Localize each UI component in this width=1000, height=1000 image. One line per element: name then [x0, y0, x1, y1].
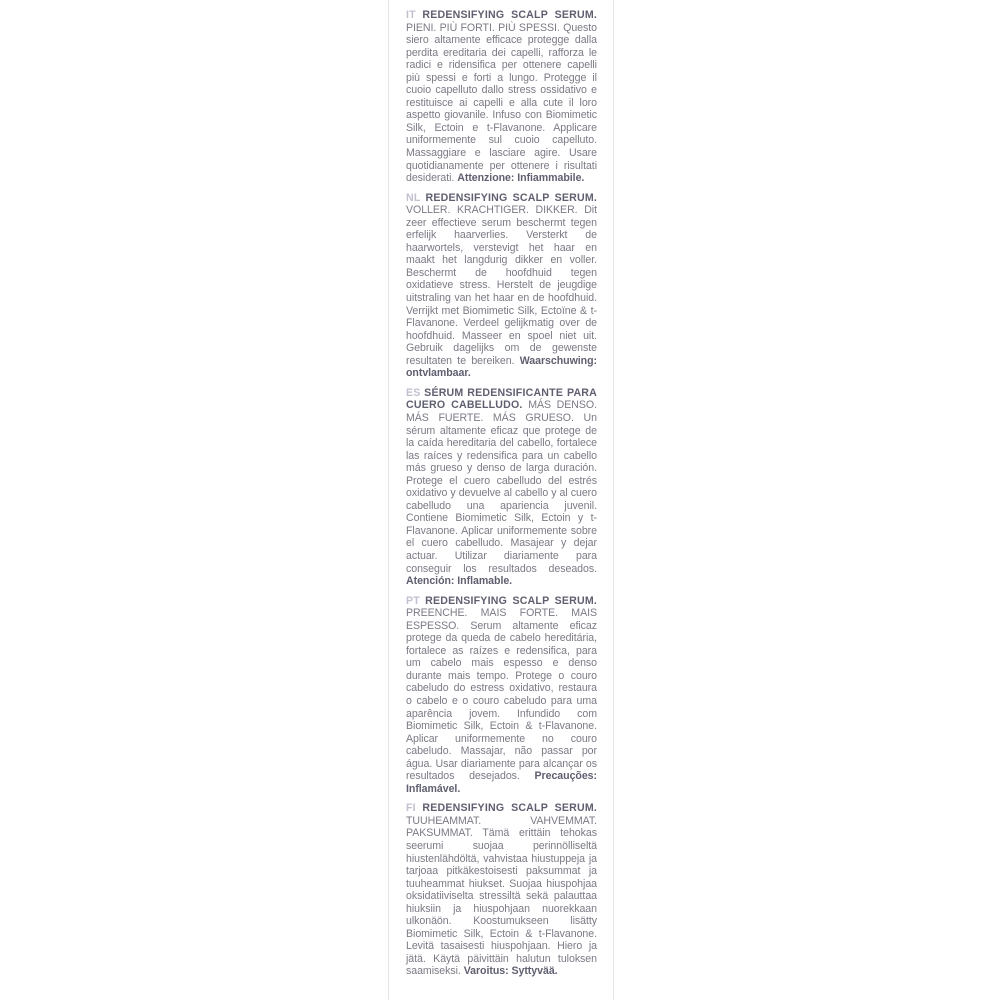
section-es: [406, 387, 597, 588]
warning-text: Waarschuwing: ontvlambaar.: [406, 354, 597, 380]
language-code: FI: [406, 802, 416, 815]
section-body: TUUHEAMMAT. VAHVEMMAT. PAKSUMMAT. Tämä erittäin tehokas seerumi suojaa perinnölliseltä hiustenlähdöltä, vahvistaa hiustuppeja ja tarjoaa pitkäkestoisesti paksummat ja tuuheammat hiukset. Suojaa hiuspohjaa oksidatiiviselta stressiltä sekä palauttaa hiuksiin ja hiuspohjaan nuorekkaan ulkonäön. Koostumukseen lisätty Biomimetic Silk, Ectoin & t-Flavanone. Levitä tasaisesti hiuspohjaan. Hiero ja jätä. Käytä päivittäin halutun tuloksen saamiseksi.: [406, 814, 597, 978]
product-headline: REDENSIFYING SCALP SERUM.: [422, 9, 597, 21]
language-code: IT: [406, 9, 416, 21]
section-body: VOLLER. KRACHTIGER. DIKKER. Dit zeer effectieve serum beschermt tegen erfelijk haarverlies. Versterkt de haarwortels, verstevigt het haar en maakt het langdurig dikker en voller. Beschermt de hoofdhuid tegen oxidatieve stress. Herstelt de jeugdige uitstraling van het haar en de hoofdhuid. Verrijkt met Biomimetic Silk, Ectoïne & t-Flavanone. Verdeel gelijkmatig over de hoofdhuid. Masseer en spoel niet uit. Gebruik dagelijks om de gewenste resultaten te bereiken.: [406, 204, 597, 367]
language-code: NL: [406, 191, 421, 204]
section-pt: [406, 595, 597, 796]
section-nl: [406, 192, 597, 380]
product-headline: REDENSIFYING SCALP SERUM.: [425, 191, 597, 204]
multilingual-text-block: [406, 9, 597, 978]
packaging-panel: [388, 0, 614, 1000]
section-body: PIENI. PIÙ FORTI. PIÙ SPESSI. Questo siero altamente efficace protegge dalla perdita ereditaria dei capelli, rafforza le radici e ridensifica per ottenere capelli più spessi e forti a lungo. Protegge il cuoio capelluto dallo stress ossidativo e restituisce ai capelli e alla cute il loro aspetto giovanile. Infuso con Biomimetic Silk, Ectoin e t-Flavanone. Applicare uniformemente sul cuoio capelluto. Massaggiare e lasciare agire. Usare quotidianamente per ottenere i risultati desiderati.: [406, 21, 597, 185]
section-fi: [406, 802, 597, 978]
product-headline: SÉRUM REDENSIFICANTE PARA CUERO CABELLUDO.: [406, 386, 597, 412]
warning-text: Atención: Inflamable.: [406, 575, 513, 588]
section-it: [406, 9, 597, 185]
product-headline: REDENSIFYING SCALP SERUM.: [425, 594, 597, 607]
warning-text: Varoitus: Syttyvää.: [463, 965, 558, 978]
language-code: ES: [406, 386, 421, 399]
warning-text: Precauções: Inflamável.: [406, 770, 597, 795]
section-body: MÁS DENSO. MÁS FUERTE. MÁS GRUESO. Un sérum altamente eficaz que protege de la caída hereditaria del cabello, fortalece las raíces y redensifica para un cabello más grueso y denso de larga duración. Protege el cuero cabelludo del estrés oxidativo y devuelve al cabello y al cuero cabelludo una apariencia juvenil. Contiene Biomimetic Silk, Ectoin y t-Flavanone. Aplicar uniformemente sobre el cuero cabelludo. Masajear y dejar actuar. Utilizar diariamente para conseguir los resultados deseados.: [406, 399, 597, 575]
language-code: PT: [406, 594, 420, 607]
warning-text: Attenzione: Infiammabile.: [457, 172, 585, 185]
product-headline: REDENSIFYING SCALP SERUM.: [422, 802, 597, 815]
section-body: PREENCHE. MAIS FORTE. MAIS ESPESSO. Serum altamente eficaz protege da queda de cabelo hereditária, fortalece as raízes e redensifica, para um cabelo mais espesso e denso durante mais tempo. Protege o couro cabeludo do estress oxidativo, restaura o cabelo e o couro cabeludo para uma aparência jovem. Infundido com Biomimetic Silk, Ectoin & t-Flavanone. Aplicar uniformemente no couro cabeludo. Massajar, não passar por água. Usar diariamente para alcançar os resultados desejados.: [406, 607, 597, 783]
